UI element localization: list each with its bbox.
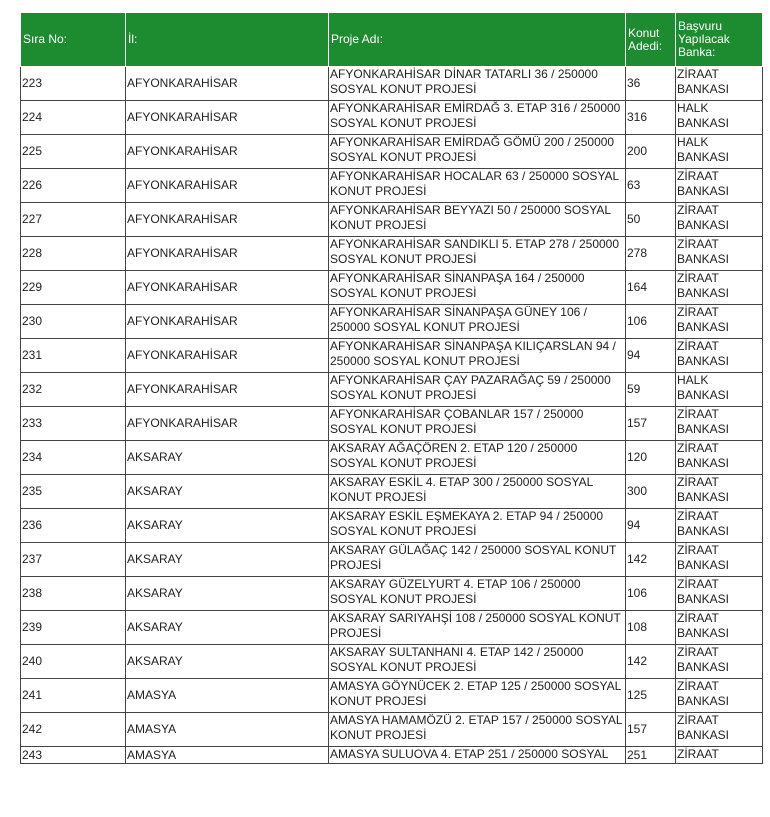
table-row: [21, 135, 763, 169]
cell-il: AFYONKARAHİSAR: [126, 101, 329, 135]
cell-konut-adedi: 120: [626, 441, 676, 475]
table-row: [21, 747, 763, 764]
cell-il: AFYONKARAHİSAR: [126, 169, 329, 203]
table-row: [21, 577, 763, 611]
cell-banka: ZİRAAT BANKASI: [676, 441, 763, 475]
cell-banka: ZİRAAT BANKASI: [676, 645, 763, 679]
cell-banka: HALK BANKASI: [676, 373, 763, 407]
cell-konut-adedi: 157: [626, 713, 676, 747]
table-row: [21, 475, 763, 509]
cell-konut-adedi: 94: [626, 509, 676, 543]
table-row: [21, 441, 763, 475]
cell-sira-no: 231: [21, 339, 126, 373]
cell-proje-adi: AFYONKARAHİSAR DİNAR TATARLI 36 / 250000 SOSYAL KONUT PROJESİ: [329, 67, 626, 101]
cell-sira-no: 227: [21, 203, 126, 237]
header-banka: Başvuru Yapılacak Banka:: [676, 13, 763, 67]
cell-konut-adedi: 63: [626, 169, 676, 203]
cell-proje-adi: AFYONKARAHİSAR EMİRDAĞ GÖMÜ 200 / 250000 SOSYAL KONUT PROJESİ: [329, 135, 626, 169]
cell-sira-no: 237: [21, 543, 126, 577]
table-row: [21, 713, 763, 747]
cell-il: AFYONKARAHİSAR: [126, 271, 329, 305]
table-row: [21, 611, 763, 645]
cell-banka: HALK BANKASI: [676, 101, 763, 135]
cell-proje-adi: AMASYA HAMAMÖZÜ 2. ETAP 157 / 250000 SOSYAL KONUT PROJESİ: [329, 713, 626, 747]
cell-banka: ZİRAAT BANKASI: [676, 577, 763, 611]
cell-il: AFYONKARAHİSAR: [126, 339, 329, 373]
cell-banka: ZİRAAT BANKASI: [676, 543, 763, 577]
cell-il: AMASYA: [126, 713, 329, 747]
cell-sira-no: 235: [21, 475, 126, 509]
header-proje-adi: Proje Adı:: [329, 13, 626, 67]
cell-proje-adi: AKSARAY GÜLAĞAÇ 142 / 250000 SOSYAL KONUT PROJESİ: [329, 543, 626, 577]
cell-il: AKSARAY: [126, 441, 329, 475]
cell-banka: HALK BANKASI: [676, 135, 763, 169]
cell-sira-no: 225: [21, 135, 126, 169]
cell-proje-adi: AFYONKARAHİSAR SİNANPAŞA GÜNEY 106 / 250000 SOSYAL KONUT PROJESİ: [329, 305, 626, 339]
cell-sira-no: 229: [21, 271, 126, 305]
cell-proje-adi: AKSARAY SULTANHANI 4. ETAP 142 / 250000 SOSYAL KONUT PROJESİ: [329, 645, 626, 679]
cell-proje-adi: AFYONKARAHİSAR ÇOBANLAR 157 / 250000 SOSYAL KONUT PROJESİ: [329, 407, 626, 441]
cell-il: AFYONKARAHİSAR: [126, 237, 329, 271]
cell-konut-adedi: 106: [626, 305, 676, 339]
cell-il: AFYONKARAHİSAR: [126, 67, 329, 101]
cell-banka: ZİRAAT BANKASI: [676, 237, 763, 271]
cell-il: AFYONKARAHİSAR: [126, 305, 329, 339]
cell-banka: ZİRAAT BANKASI: [676, 679, 763, 713]
cell-proje-adi: AKSARAY SARIYAHŞİ 108 / 250000 SOSYAL KONUT PROJESİ: [329, 611, 626, 645]
cell-il: AMASYA: [126, 679, 329, 713]
table-row: [21, 509, 763, 543]
cell-il: AKSARAY: [126, 543, 329, 577]
cell-il: AKSARAY: [126, 475, 329, 509]
cell-banka: ZİRAAT BANKASI: [676, 475, 763, 509]
cell-konut-adedi: 142: [626, 645, 676, 679]
header-sira-no: Sıra No:: [21, 13, 126, 67]
table-row: [21, 645, 763, 679]
cell-banka: ZİRAAT: [676, 747, 763, 764]
table-row: [21, 679, 763, 713]
cell-il: AFYONKARAHİSAR: [126, 203, 329, 237]
cell-sira-no: 238: [21, 577, 126, 611]
cell-il: AFYONKARAHİSAR: [126, 407, 329, 441]
table-row: [21, 237, 763, 271]
cell-proje-adi: AMASYA GÖYNÜCEK 2. ETAP 125 / 250000 SOSYAL KONUT PROJESİ: [329, 679, 626, 713]
table-row: [21, 203, 763, 237]
cell-proje-adi: AKSARAY ESKİL 4. ETAP 300 / 250000 SOSYAL KONUT PROJESİ: [329, 475, 626, 509]
table-row: [21, 543, 763, 577]
cell-banka: ZİRAAT BANKASI: [676, 67, 763, 101]
table-body: [21, 67, 763, 764]
table-row: [21, 305, 763, 339]
cell-il: AKSARAY: [126, 611, 329, 645]
cell-il: AFYONKARAHİSAR: [126, 373, 329, 407]
cell-banka: ZİRAAT BANKASI: [676, 203, 763, 237]
cell-konut-adedi: 157: [626, 407, 676, 441]
cell-proje-adi: AFYONKARAHİSAR EMİRDAĞ 3. ETAP 316 / 250000 SOSYAL KONUT PROJESİ: [329, 101, 626, 135]
cell-konut-adedi: 108: [626, 611, 676, 645]
cell-sira-no: 240: [21, 645, 126, 679]
cell-il: AKSARAY: [126, 645, 329, 679]
table-row: [21, 339, 763, 373]
housing-projects-table-container: [20, 12, 762, 764]
cell-sira-no: 243: [21, 747, 126, 764]
cell-sira-no: 230: [21, 305, 126, 339]
cell-banka: ZİRAAT BANKASI: [676, 339, 763, 373]
table-row: [21, 407, 763, 441]
table-row: [21, 271, 763, 305]
cell-il: AMASYA: [126, 747, 329, 764]
cell-konut-adedi: 106: [626, 577, 676, 611]
cell-il: AKSARAY: [126, 509, 329, 543]
cell-konut-adedi: 300: [626, 475, 676, 509]
cell-banka: ZİRAAT BANKASI: [676, 611, 763, 645]
cell-konut-adedi: 50: [626, 203, 676, 237]
cell-sira-no: 232: [21, 373, 126, 407]
cell-proje-adi: AKSARAY GÜZELYURT 4. ETAP 106 / 250000 SOSYAL KONUT PROJESİ: [329, 577, 626, 611]
header-il: İl:: [126, 13, 329, 67]
cell-proje-adi: AFYONKARAHİSAR HOCALAR 63 / 250000 SOSYAL KONUT PROJESİ: [329, 169, 626, 203]
table-row: [21, 373, 763, 407]
header-konut-adedi: Konut Adedi:: [626, 13, 676, 67]
cell-konut-adedi: 200: [626, 135, 676, 169]
cell-proje-adi: AKSARAY ESKİL EŞMEKAYA 2. ETAP 94 / 250000 SOSYAL KONUT PROJESİ: [329, 509, 626, 543]
cell-proje-adi: AFYONKARAHİSAR BEYYAZI 50 / 250000 SOSYAL KONUT PROJESİ: [329, 203, 626, 237]
cell-proje-adi: AKSARAY AĞAÇÖREN 2. ETAP 120 / 250000 SOSYAL KONUT PROJESİ: [329, 441, 626, 475]
cell-sira-no: 239: [21, 611, 126, 645]
cell-proje-adi: AFYONKARAHİSAR SANDIKLI 5. ETAP 278 / 250000 SOSYAL KONUT PROJESİ: [329, 237, 626, 271]
table-row: [21, 169, 763, 203]
cell-sira-no: 242: [21, 713, 126, 747]
cell-proje-adi: AFYONKARAHİSAR ÇAY PAZARAĞAÇ 59 / 250000 SOSYAL KONUT PROJESİ: [329, 373, 626, 407]
cell-sira-no: 224: [21, 101, 126, 135]
cell-konut-adedi: 251: [626, 747, 676, 764]
cell-banka: ZİRAAT BANKASI: [676, 713, 763, 747]
cell-sira-no: 223: [21, 67, 126, 101]
cell-konut-adedi: 125: [626, 679, 676, 713]
cell-banka: ZİRAAT BANKASI: [676, 509, 763, 543]
cell-il: AKSARAY: [126, 577, 329, 611]
cell-proje-adi: AMASYA SULUOVA 4. ETAP 251 / 250000 SOSYAL: [329, 747, 626, 764]
cell-proje-adi: AFYONKARAHİSAR SİNANPAŞA 164 / 250000 SOSYAL KONUT PROJESİ: [329, 271, 626, 305]
cell-konut-adedi: 142: [626, 543, 676, 577]
cell-sira-no: 236: [21, 509, 126, 543]
table-header-row: [21, 13, 763, 67]
table-row: [21, 67, 763, 101]
housing-projects-table: [20, 12, 763, 764]
cell-konut-adedi: 36: [626, 67, 676, 101]
cell-konut-adedi: 59: [626, 373, 676, 407]
cell-sira-no: 228: [21, 237, 126, 271]
cell-proje-adi: AFYONKARAHİSAR SİNANPAŞA KILIÇARSLAN 94 / 250000 SOSYAL KONUT PROJESİ: [329, 339, 626, 373]
cell-konut-adedi: 164: [626, 271, 676, 305]
cell-banka: ZİRAAT BANKASI: [676, 169, 763, 203]
cell-konut-adedi: 278: [626, 237, 676, 271]
cell-sira-no: 241: [21, 679, 126, 713]
cell-konut-adedi: 94: [626, 339, 676, 373]
cell-banka: ZİRAAT BANKASI: [676, 407, 763, 441]
cell-il: AFYONKARAHİSAR: [126, 135, 329, 169]
cell-konut-adedi: 316: [626, 101, 676, 135]
table-row: [21, 101, 763, 135]
cell-banka: ZİRAAT BANKASI: [676, 271, 763, 305]
cell-sira-no: 234: [21, 441, 126, 475]
cell-sira-no: 226: [21, 169, 126, 203]
cell-sira-no: 233: [21, 407, 126, 441]
cell-banka: ZİRAAT BANKASI: [676, 305, 763, 339]
